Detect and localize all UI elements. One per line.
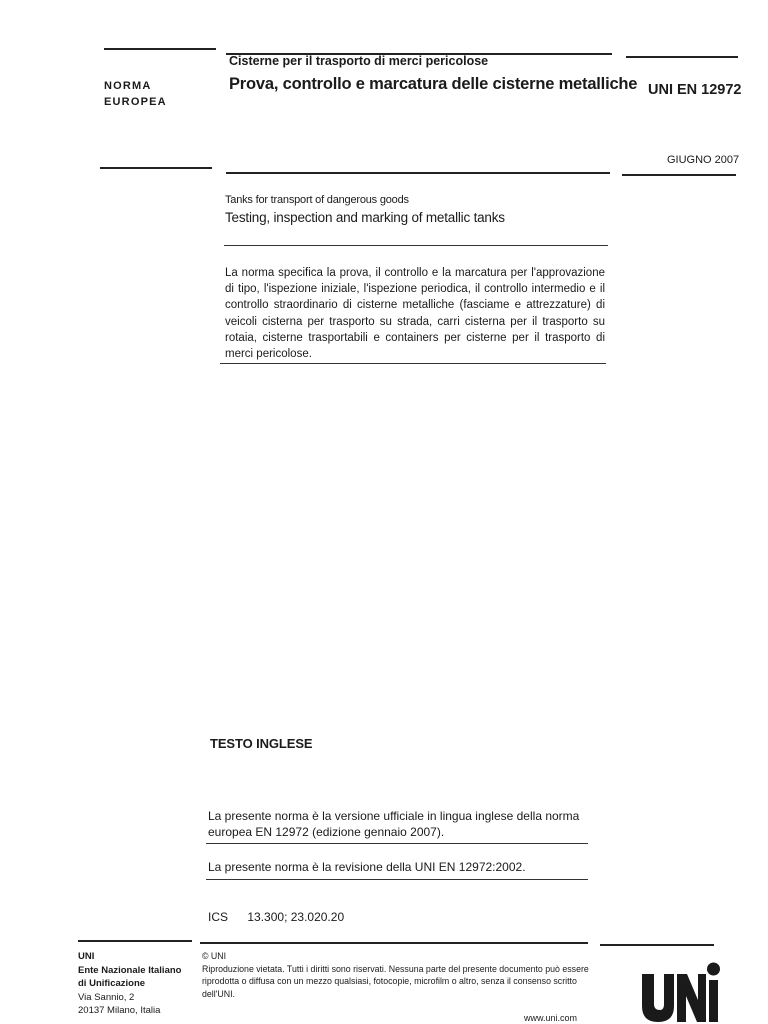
rule-mid-center bbox=[226, 172, 610, 174]
rule-top-left bbox=[104, 48, 216, 50]
scope-description: La norma specifica la prova, il controllo e la marcatura per l'approvazione di tipo, l'ispezione iniziale, l'ispezione periodica, il controllo intermedio e il controllo straordinario di cisterne metalliche (fasciame e attrezzature) di veicoli cisterna per trasporto su strada, carri cisterna per il trasporto su rotaia, cisterne trasportabili e containers per cisterne per il trasporto di merci pericolose. bbox=[225, 267, 605, 361]
rule-mid-right bbox=[622, 174, 736, 176]
italian-subtitle: Cisterne per il trasporto di merci pericolose bbox=[229, 54, 489, 68]
ics-value: 13.300; 23.020.20 bbox=[247, 910, 345, 924]
publisher-info bbox=[78, 950, 198, 1018]
publisher-name-line1: Ente Nazionale Italiano bbox=[78, 964, 182, 976]
copyright-mark: © UNI bbox=[202, 951, 227, 961]
publisher-address-city: 20137 Milano, Italia bbox=[78, 1005, 161, 1016]
rule-top-right bbox=[626, 56, 738, 58]
publisher-address-street: Via Sannio, 2 bbox=[78, 991, 135, 1003]
copyright-block bbox=[202, 950, 592, 1000]
rule-english-title bbox=[224, 245, 608, 246]
rule-revision-note bbox=[206, 879, 588, 880]
rule-footer-right bbox=[600, 944, 714, 946]
publisher-name-line2: di Unificazione bbox=[78, 978, 146, 989]
text-language-heading: TESTO INGLESE bbox=[210, 736, 313, 751]
europea-label: EUROPEA bbox=[104, 96, 167, 108]
rule-footer-center bbox=[200, 942, 588, 944]
rule-description bbox=[220, 363, 606, 364]
ics-label: ICS bbox=[208, 910, 229, 924]
official-version-note: La presente norma è la versione ufficiale in lingua inglese della norma europea EN 12972 (edizione gennaio 2007). bbox=[208, 809, 580, 839]
english-subtitle: Tanks for transport of dangerous goods bbox=[225, 194, 409, 206]
rights-notice: Riproduzione vietata. Tutti i diritti sono riservati. Nessuna parte del presente documento può essere riprodotta o diffusa con un mezzo qualsiasi, fotocopie, microfilm o altro, senza il consenso scritto dell'UNI. bbox=[202, 963, 589, 999]
document-type bbox=[104, 78, 167, 110]
rule-mid-left bbox=[100, 167, 212, 169]
website-link[interactable]: www.uni.com bbox=[524, 1013, 578, 1023]
publisher-short: UNI bbox=[78, 951, 95, 962]
uni-logo bbox=[640, 960, 720, 1024]
rule-official-note bbox=[206, 843, 588, 844]
norma-label: NORMA bbox=[104, 80, 152, 92]
rule-footer-left bbox=[78, 940, 192, 942]
italian-title: Prova, controllo e marcatura delle cisterne metalliche bbox=[229, 75, 638, 93]
revision-note: La presente norma è la revisione della UNI EN 12972:2002. bbox=[208, 860, 526, 874]
publication-date: GIUGNO 2007 bbox=[667, 154, 740, 166]
english-title: Testing, inspection and marking of metallic tanks bbox=[225, 210, 505, 225]
ics-classification bbox=[208, 910, 344, 924]
standard-code: UNI EN 12972 bbox=[648, 82, 742, 98]
